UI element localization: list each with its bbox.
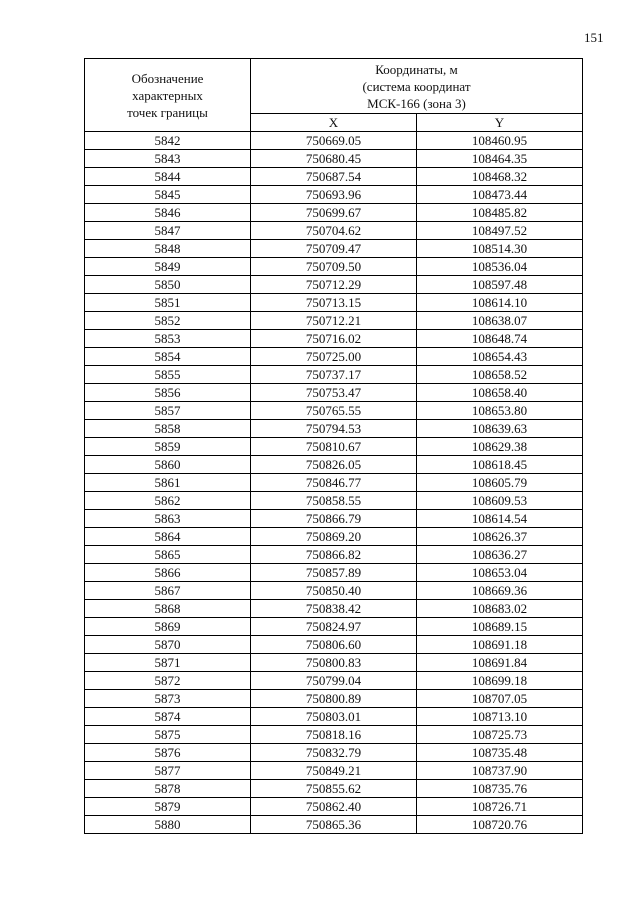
- cell-point-id: 5880: [85, 816, 251, 834]
- cell-y: 108699.18: [417, 672, 583, 690]
- table-row: [85, 762, 583, 780]
- cell-y: 108614.54: [417, 510, 583, 528]
- table-row: [85, 258, 583, 276]
- cell-y: 108683.02: [417, 600, 583, 618]
- cell-y: 108726.71: [417, 798, 583, 816]
- table-row: [85, 798, 583, 816]
- cell-x: 750866.82: [251, 546, 417, 564]
- cell-y: 108720.76: [417, 816, 583, 834]
- cell-point-id: 5872: [85, 672, 251, 690]
- table-row: [85, 312, 583, 330]
- header-point-designation-line: Обозначение: [131, 70, 204, 86]
- cell-point-id: 5877: [85, 762, 251, 780]
- cell-y: 108653.04: [417, 564, 583, 582]
- cell-x: 750824.97: [251, 618, 417, 636]
- cell-y: 108648.74: [417, 330, 583, 348]
- cell-y: 108464.35: [417, 150, 583, 168]
- table-row: [85, 618, 583, 636]
- cell-x: 750737.17: [251, 366, 417, 384]
- cell-y: 108636.27: [417, 546, 583, 564]
- cell-point-id: 5865: [85, 546, 251, 564]
- cell-x: 750858.55: [251, 492, 417, 510]
- cell-point-id: 5870: [85, 636, 251, 654]
- table-row: [85, 456, 583, 474]
- cell-point-id: 5866: [85, 564, 251, 582]
- cell-point-id: 5867: [85, 582, 251, 600]
- cell-y: 108460.95: [417, 132, 583, 150]
- cell-point-id: 5848: [85, 240, 251, 258]
- cell-y: 108614.10: [417, 294, 583, 312]
- cell-y: 108735.48: [417, 744, 583, 762]
- cell-x: 750765.55: [251, 402, 417, 420]
- table-row: [85, 672, 583, 690]
- table-row: [85, 402, 583, 420]
- page-number: 151: [584, 30, 604, 45]
- cell-point-id: 5874: [85, 708, 251, 726]
- cell-point-id: 5860: [85, 456, 251, 474]
- cell-x: 750704.62: [251, 222, 417, 240]
- coordinates-table: [84, 58, 583, 834]
- cell-y: 108725.73: [417, 726, 583, 744]
- cell-point-id: 5844: [85, 168, 251, 186]
- cell-point-id: 5853: [85, 330, 251, 348]
- table-row: [85, 528, 583, 546]
- cell-point-id: 5855: [85, 366, 251, 384]
- table-row: [85, 168, 583, 186]
- cell-point-id: 5873: [85, 690, 251, 708]
- table-row: [85, 150, 583, 168]
- cell-x: 750855.62: [251, 780, 417, 798]
- table-row: [85, 132, 583, 150]
- cell-x: 750810.67: [251, 438, 417, 456]
- cell-point-id: 5876: [85, 744, 251, 762]
- cell-x: 750680.45: [251, 150, 417, 168]
- cell-x: 750866.79: [251, 510, 417, 528]
- cell-point-id: 5859: [85, 438, 251, 456]
- header-coordinates-line: (система координат: [362, 78, 471, 94]
- cell-point-id: 5878: [85, 780, 251, 798]
- cell-x: 750699.67: [251, 204, 417, 222]
- table-row: [85, 708, 583, 726]
- cell-point-id: 5852: [85, 312, 251, 330]
- cell-x: 750712.29: [251, 276, 417, 294]
- cell-y: 108735.76: [417, 780, 583, 798]
- table-row: [85, 726, 583, 744]
- cell-x: 750687.54: [251, 168, 417, 186]
- cell-y: 108618.45: [417, 456, 583, 474]
- cell-y: 108658.52: [417, 366, 583, 384]
- cell-x: 750857.89: [251, 564, 417, 582]
- table-row: [85, 420, 583, 438]
- cell-x: 750849.21: [251, 762, 417, 780]
- cell-x: 750725.00: [251, 348, 417, 366]
- cell-y: 108654.43: [417, 348, 583, 366]
- cell-x: 750753.47: [251, 384, 417, 402]
- table-row: [85, 564, 583, 582]
- cell-point-id: 5862: [85, 492, 251, 510]
- cell-y: 108468.32: [417, 168, 583, 186]
- cell-y: 108629.38: [417, 438, 583, 456]
- cell-point-id: 5864: [85, 528, 251, 546]
- cell-x: 750838.42: [251, 600, 417, 618]
- cell-x: 750669.05: [251, 132, 417, 150]
- cell-y: 108473.44: [417, 186, 583, 204]
- cell-point-id: 5854: [85, 348, 251, 366]
- table-row: [85, 546, 583, 564]
- cell-point-id: 5879: [85, 798, 251, 816]
- table-row: [85, 690, 583, 708]
- cell-x: 750800.89: [251, 690, 417, 708]
- table-body: [85, 132, 583, 834]
- cell-x: 750709.47: [251, 240, 417, 258]
- cell-x: 750794.53: [251, 420, 417, 438]
- cell-x: 750693.96: [251, 186, 417, 204]
- table-row: [85, 294, 583, 312]
- cell-x: 750846.77: [251, 474, 417, 492]
- cell-y: 108713.10: [417, 708, 583, 726]
- cell-y: 108689.15: [417, 618, 583, 636]
- cell-point-id: 5842: [85, 132, 251, 150]
- cell-y: 108737.90: [417, 762, 583, 780]
- cell-x: 750862.40: [251, 798, 417, 816]
- table-row: [85, 186, 583, 204]
- cell-x: 750850.40: [251, 582, 417, 600]
- cell-point-id: 5868: [85, 600, 251, 618]
- table-row: [85, 330, 583, 348]
- table-row: [85, 366, 583, 384]
- cell-point-id: 5850: [85, 276, 251, 294]
- cell-point-id: 5856: [85, 384, 251, 402]
- cell-x: 750803.01: [251, 708, 417, 726]
- table-row: [85, 276, 583, 294]
- cell-point-id: 5857: [85, 402, 251, 420]
- cell-y: 108597.48: [417, 276, 583, 294]
- cell-point-id: 5869: [85, 618, 251, 636]
- table-row: [85, 510, 583, 528]
- cell-point-id: 5849: [85, 258, 251, 276]
- cell-y: 108626.37: [417, 528, 583, 546]
- cell-point-id: 5843: [85, 150, 251, 168]
- cell-x: 750716.02: [251, 330, 417, 348]
- cell-x: 750800.83: [251, 654, 417, 672]
- cell-x: 750709.50: [251, 258, 417, 276]
- cell-y: 108639.63: [417, 420, 583, 438]
- cell-x: 750865.36: [251, 816, 417, 834]
- cell-y: 108609.53: [417, 492, 583, 510]
- cell-y: 108536.04: [417, 258, 583, 276]
- cell-x: 750713.15: [251, 294, 417, 312]
- table-row: [85, 222, 583, 240]
- cell-x: 750712.21: [251, 312, 417, 330]
- table-row: [85, 492, 583, 510]
- table-row: [85, 780, 583, 798]
- cell-y: 108514.30: [417, 240, 583, 258]
- table-row: [85, 816, 583, 834]
- table-row: [85, 240, 583, 258]
- table-row: [85, 204, 583, 222]
- cell-point-id: 5851: [85, 294, 251, 312]
- table-row: [85, 600, 583, 618]
- cell-point-id: 5871: [85, 654, 251, 672]
- cell-point-id: 5858: [85, 420, 251, 438]
- cell-point-id: 5845: [85, 186, 251, 204]
- cell-y: 108691.84: [417, 654, 583, 672]
- table-row: [85, 744, 583, 762]
- header-coordinates-line: Координаты, м: [375, 61, 458, 77]
- header-x: X: [251, 114, 417, 132]
- cell-x: 750832.79: [251, 744, 417, 762]
- table-row: [85, 348, 583, 366]
- header-point-designation: [85, 59, 251, 132]
- cell-point-id: 5875: [85, 726, 251, 744]
- cell-y: 108638.07: [417, 312, 583, 330]
- cell-x: 750799.04: [251, 672, 417, 690]
- cell-y: 108707.05: [417, 690, 583, 708]
- cell-y: 108669.36: [417, 582, 583, 600]
- cell-point-id: 5846: [85, 204, 251, 222]
- table-row: [85, 654, 583, 672]
- cell-x: 750869.20: [251, 528, 417, 546]
- header-point-designation-line: точек границы: [127, 104, 208, 120]
- cell-y: 108497.52: [417, 222, 583, 240]
- cell-point-id: 5847: [85, 222, 251, 240]
- cell-x: 750806.60: [251, 636, 417, 654]
- header-coordinates-line: МСК-166 (зона 3): [367, 95, 466, 111]
- cell-y: 108605.79: [417, 474, 583, 492]
- cell-y: 108485.82: [417, 204, 583, 222]
- header-coordinates: [251, 59, 583, 114]
- table-row: [85, 636, 583, 654]
- cell-x: 750818.16: [251, 726, 417, 744]
- cell-point-id: 5863: [85, 510, 251, 528]
- header-y: Y: [417, 114, 583, 132]
- cell-point-id: 5861: [85, 474, 251, 492]
- table-row: [85, 474, 583, 492]
- table-row: [85, 384, 583, 402]
- header-point-designation-line: характерных: [132, 87, 203, 103]
- table-row: [85, 438, 583, 456]
- cell-y: 108658.40: [417, 384, 583, 402]
- cell-x: 750826.05: [251, 456, 417, 474]
- cell-y: 108691.18: [417, 636, 583, 654]
- cell-y: 108653.80: [417, 402, 583, 420]
- table-row: [85, 582, 583, 600]
